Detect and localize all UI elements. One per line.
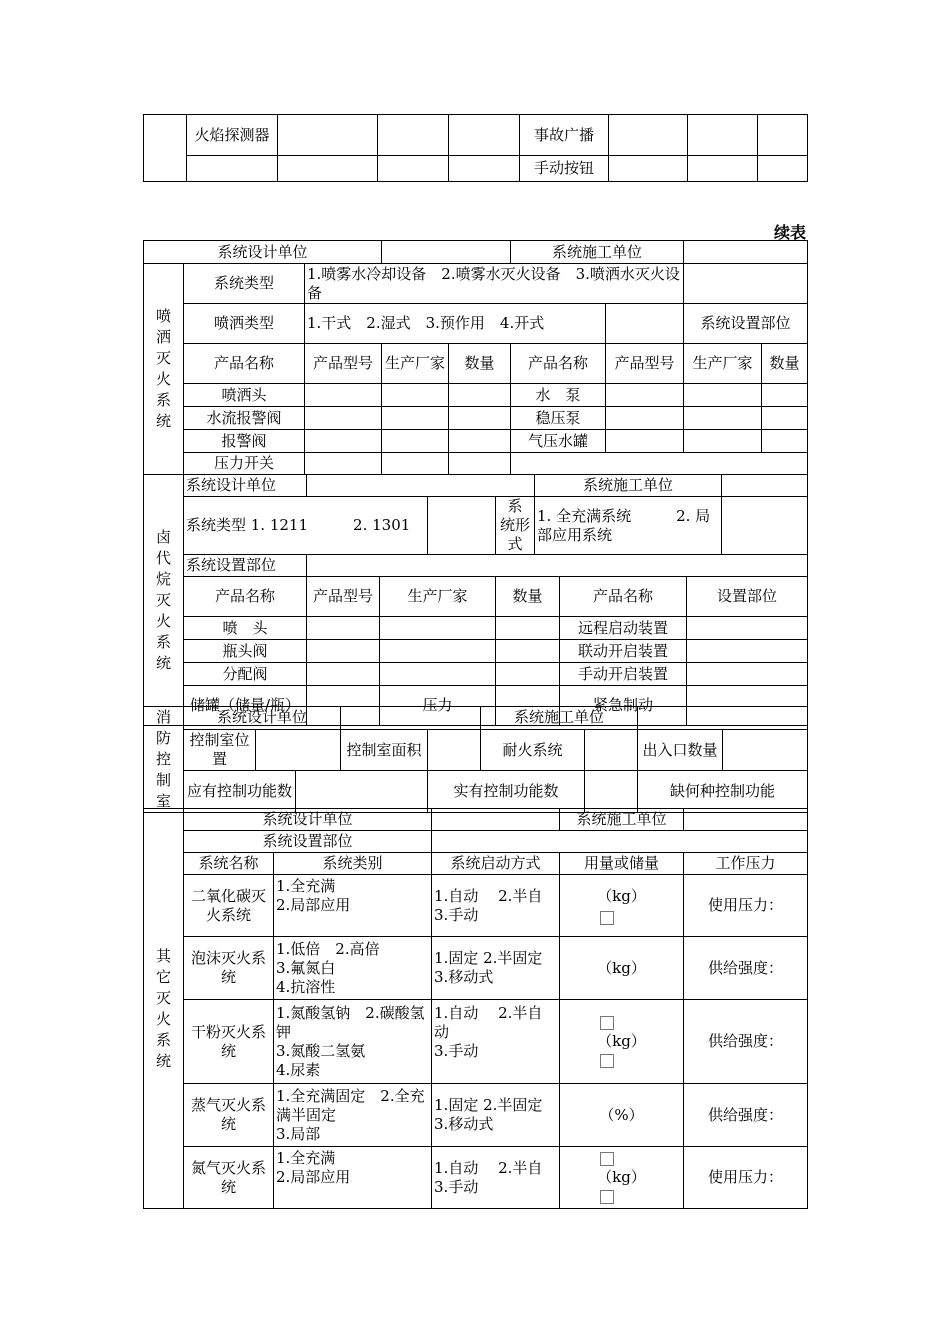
- item-water-pump: 水 泵: [511, 384, 606, 407]
- manual-button-label: 手动按钮: [520, 156, 609, 182]
- other-setting-location-label: 系统设置部位: [184, 831, 432, 853]
- sprinkler-section-label: 喷洒灭火系统: [144, 264, 184, 475]
- halon-construction-unit-label: 系统施工单位: [535, 475, 722, 497]
- cr-area-label: 控制室面积: [341, 729, 428, 771]
- halon-form-options: 1. 全充满系统 2. 局部应用系统: [535, 497, 722, 555]
- row-co2-name: 二氧化碳灭火系统: [184, 875, 274, 937]
- other-col-system-type: 系统类别: [274, 853, 432, 875]
- blank-cell: [144, 115, 187, 182]
- halon-section-label: 卤代烷灭火系统: [144, 475, 184, 726]
- halon-item-remote-start: 远程启动装置: [560, 617, 687, 640]
- cr-fire-resistance-label: 耐火系统: [481, 729, 585, 771]
- halon-item-distribution-valve: 分配阀: [184, 663, 307, 686]
- halon-item-manual-open: 手动开启装置: [560, 663, 687, 686]
- halon-item-linkage-open: 联动开启装置: [560, 640, 687, 663]
- cr-exits-label: 出入口数量: [638, 729, 723, 771]
- row-powder-name: 干粉灭火系统: [184, 1000, 274, 1084]
- col-quantity-2: 数量: [762, 344, 808, 384]
- sprinkler-table: [143, 240, 808, 475]
- item-pressure-switch: 压力开关: [184, 453, 305, 475]
- cr-design-unit-label: 系统设计单位: [184, 707, 341, 730]
- other-col-system-name: 系统名称: [184, 853, 274, 875]
- halon-tank-label: 储罐（储量/瓶）: [184, 686, 307, 726]
- col-product-name: 产品名称: [184, 344, 305, 384]
- spray-type-options: 1.干式 2.湿式 3.预作用 4.开式: [305, 304, 606, 344]
- halon-col-product-name: 产品名称: [184, 577, 307, 617]
- checkbox-icon[interactable]: [600, 1016, 614, 1030]
- halon-design-unit-label: 系统设计单位: [184, 475, 307, 497]
- halon-col-product-name-2: 产品名称: [560, 577, 687, 617]
- col-product-model: 产品型号: [305, 344, 382, 384]
- halon-col-manufacturer: 生产厂家: [380, 577, 496, 617]
- checkbox-icon[interactable]: [600, 1054, 614, 1068]
- row-foam-name: 泡沫灭火系统: [184, 937, 274, 1000]
- row-steam-name: 蒸气灭火系统: [184, 1084, 274, 1147]
- control-room-table: [143, 706, 808, 813]
- table-row: 蒸气灭火系统 1.全充满固定 2.全充满半固定 3.局部 1.固定 2.半固定 3.移动式 （%） 供给强度：: [144, 1084, 808, 1147]
- flame-detector-label: 火焰探测器: [187, 115, 278, 156]
- cr-missing-functions-label: 缺何种控制功能: [638, 771, 808, 813]
- halon-item-nozzle: 喷 头: [184, 617, 307, 640]
- accident-broadcast-label: 事故广播: [520, 115, 609, 156]
- item-pressure-tank: 气压水罐: [511, 430, 606, 453]
- row-nitrogen-name: 氮气灭火系统: [184, 1147, 274, 1209]
- halon-item-bottle-valve: 瓶头阀: [184, 640, 307, 663]
- halon-pressure-label: 压力: [380, 686, 496, 726]
- cr-location-label: 控制室位置: [184, 729, 256, 771]
- construction-unit-label: 系统施工单位: [511, 241, 684, 264]
- continued-label: 续表: [773, 223, 806, 242]
- system-type-options: 1.喷雾水冷却设备 2.喷雾水灭火设备 3.喷洒水灭火设备: [305, 264, 684, 304]
- item-stabilizer-pump: 稳压泵: [511, 407, 606, 430]
- halon-system-type: 系统类型 1. 1211 2. 1301: [184, 497, 428, 555]
- table-row: 泡沫灭火系统 1.低倍 2.高倍 3.氟氮白 4.抗溶性 1.固定 2.半固定 3.移动式 （kg） 供给强度：: [144, 937, 808, 1000]
- cr-actual-functions-label: 实有控制功能数: [428, 771, 585, 813]
- checkbox-icon[interactable]: [600, 911, 614, 925]
- other-col-pressure: 工作压力: [684, 853, 808, 875]
- other-construction-unit-label: 系统施工单位: [560, 809, 684, 831]
- control-room-section-label: 消防控制室: [144, 707, 184, 813]
- other-systems-table: [143, 808, 808, 1209]
- other-section-label: 其它灭火系统: [144, 809, 184, 1209]
- setting-location-label: 系统设置部位: [684, 304, 808, 344]
- cr-required-functions-label: 应有控制功能数: [184, 771, 296, 813]
- checkbox-icon[interactable]: [600, 1152, 614, 1166]
- item-water-flow-alarm-valve: 水流报警阀: [184, 407, 305, 430]
- halon-col-location: 设置部位: [687, 577, 808, 617]
- item-alarm-valve: 报警阀: [184, 430, 305, 453]
- halon-col-quantity: 数量: [496, 577, 560, 617]
- col-product-model-2: 产品型号: [606, 344, 684, 384]
- col-manufacturer: 生产厂家: [382, 344, 449, 384]
- col-product-name-2: 产品名称: [511, 344, 606, 384]
- design-unit-label: 系统设计单位: [144, 241, 382, 264]
- col-manufacturer-2: 生产厂家: [684, 344, 762, 384]
- other-col-start-mode: 系统启动方式: [432, 853, 560, 875]
- other-col-quantity: 用量或储量: [560, 853, 684, 875]
- halon-table: [143, 474, 808, 726]
- halon-emergency-stop-label: 紧急制动: [560, 686, 687, 726]
- item-sprinkler-head: 喷洒头: [184, 384, 305, 407]
- table-row: 氮气灭火系统 1.全充满 2.局部应用 1.自动 2.半自 3.手动 （kg） 使用压力：: [144, 1147, 808, 1209]
- checkbox-icon[interactable]: [600, 1190, 614, 1204]
- halon-form-label: 系 统形式: [496, 497, 535, 555]
- col-quantity: 数量: [449, 344, 511, 384]
- halon-setting-location-label: 系统设置部位: [184, 555, 307, 577]
- spray-type-label: 喷洒类型: [184, 304, 305, 344]
- halon-col-product-model: 产品型号: [307, 577, 380, 617]
- cr-construction-unit-label: 系统施工单位: [481, 707, 638, 730]
- table-row: 干粉灭火系统 1.氮酸氢钠 2.碳酸氢钾 3.氮酸二氢氨 4.尿素 1.自动 2.半自动 3.手动 （kg） 供给强度：: [144, 1000, 808, 1084]
- other-design-unit-label: 系统设计单位: [184, 809, 432, 831]
- system-type-label: 系统类型: [184, 264, 305, 304]
- table-row: 二氧化碳灭火系统 1.全充满 2.局部应用 1.自动 2.半自 3.手动 （kg） 使用压力：: [144, 875, 808, 937]
- top-table: [143, 114, 808, 182]
